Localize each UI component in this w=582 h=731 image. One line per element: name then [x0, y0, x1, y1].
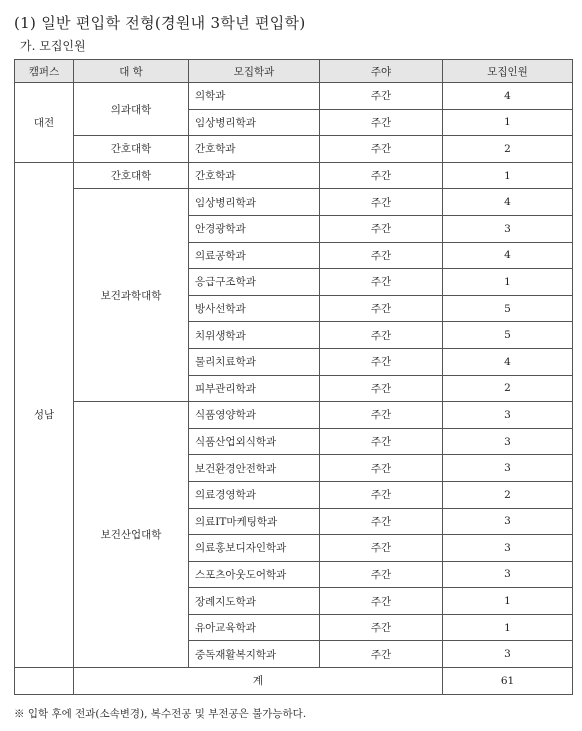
total-row	[15, 668, 573, 695]
table-row	[15, 136, 573, 163]
department-cell: 간호학과	[189, 162, 320, 189]
table-row	[15, 402, 573, 429]
count-cell: 5	[443, 322, 573, 349]
department-cell: 중독재활복지학과	[189, 641, 320, 668]
department-cell: 의료공학과	[189, 242, 320, 269]
shift-cell: 주간	[320, 641, 443, 668]
college-cell: 보건과학대학	[74, 189, 189, 402]
header-college: 대 학	[74, 60, 189, 83]
header-count: 모집인원	[443, 60, 573, 83]
college-cell: 간호대학	[74, 162, 189, 189]
department-cell: 임상병리학과	[189, 189, 320, 216]
header-shift: 주야	[320, 60, 443, 83]
shift-cell: 주간	[320, 269, 443, 296]
shift-cell: 주간	[320, 588, 443, 615]
shift-cell: 주간	[320, 375, 443, 402]
department-cell: 식품영양학과	[189, 402, 320, 429]
department-cell: 치위생학과	[189, 322, 320, 349]
section-subtitle: 가. 모집인원	[20, 39, 86, 53]
count-cell: 3	[443, 535, 573, 562]
shift-cell: 주간	[320, 189, 443, 216]
footnote: ※ 입학 후에 전과(소속변경), 복수전공 및 부전공은 불가능하다.	[14, 708, 307, 720]
college-cell: 의과대학	[74, 83, 189, 136]
shift-cell: 주간	[320, 136, 443, 163]
count-cell: 3	[443, 641, 573, 668]
count-cell: 1	[443, 269, 573, 296]
count-cell: 5	[443, 295, 573, 322]
section-title: (1) 일반 편입학 전형(경원내 3학년 편입학)	[14, 14, 306, 32]
count-cell: 3	[443, 508, 573, 535]
college-cell: 보건산업대학	[74, 402, 189, 668]
shift-cell: 주간	[320, 162, 443, 189]
count-cell: 1	[443, 588, 573, 615]
department-cell: 물리치료학과	[189, 348, 320, 375]
department-cell: 안경광학과	[189, 215, 320, 242]
count-cell: 1	[443, 614, 573, 641]
table-row	[15, 83, 573, 110]
shift-cell: 주간	[320, 508, 443, 535]
count-cell: 4	[443, 189, 573, 216]
count-cell: 4	[443, 348, 573, 375]
department-cell: 의료IT마케팅학과	[189, 508, 320, 535]
count-cell: 2	[443, 481, 573, 508]
department-cell: 의료홍보디자인학과	[189, 535, 320, 562]
department-cell: 스포츠아웃도어학과	[189, 561, 320, 588]
shift-cell: 주간	[320, 109, 443, 136]
count-cell: 3	[443, 428, 573, 455]
shift-cell: 주간	[320, 455, 443, 482]
count-cell: 3	[443, 561, 573, 588]
shift-cell: 주간	[320, 535, 443, 562]
count-cell: 3	[443, 402, 573, 429]
header-campus: 캠퍼스	[15, 60, 74, 83]
department-cell: 식품산업외식학과	[189, 428, 320, 455]
table-row	[15, 162, 573, 189]
table-row	[15, 189, 573, 216]
shift-cell: 주간	[320, 322, 443, 349]
shift-cell: 주간	[320, 561, 443, 588]
total-label: 계	[74, 668, 443, 695]
table-header-row	[15, 60, 573, 83]
campus-cell: 성남	[15, 162, 74, 667]
table-body	[15, 83, 573, 668]
total-spacer	[15, 668, 74, 695]
department-cell: 피부관리학과	[189, 375, 320, 402]
count-cell: 4	[443, 83, 573, 110]
recruitment-table	[14, 59, 573, 695]
shift-cell: 주간	[320, 481, 443, 508]
count-cell: 1	[443, 109, 573, 136]
department-cell: 임상병리학과	[189, 109, 320, 136]
shift-cell: 주간	[320, 295, 443, 322]
department-cell: 보건환경안전학과	[189, 455, 320, 482]
college-cell: 간호대학	[74, 136, 189, 163]
count-cell: 3	[443, 215, 573, 242]
shift-cell: 주간	[320, 614, 443, 641]
department-cell: 유아교육학과	[189, 614, 320, 641]
department-cell: 응급구조학과	[189, 269, 320, 296]
count-cell: 3	[443, 455, 573, 482]
shift-cell: 주간	[320, 242, 443, 269]
department-cell: 의학과	[189, 83, 320, 110]
header-department: 모집학과	[189, 60, 320, 83]
shift-cell: 주간	[320, 402, 443, 429]
campus-cell: 대전	[15, 83, 74, 163]
department-cell: 장례지도학과	[189, 588, 320, 615]
shift-cell: 주간	[320, 428, 443, 455]
total-count: 61	[443, 668, 573, 695]
shift-cell: 주간	[320, 83, 443, 110]
shift-cell: 주간	[320, 348, 443, 375]
department-cell: 방사선학과	[189, 295, 320, 322]
count-cell: 1	[443, 162, 573, 189]
count-cell: 2	[443, 375, 573, 402]
count-cell: 2	[443, 136, 573, 163]
count-cell: 4	[443, 242, 573, 269]
department-cell: 의료경영학과	[189, 481, 320, 508]
department-cell: 간호학과	[189, 136, 320, 163]
shift-cell: 주간	[320, 215, 443, 242]
